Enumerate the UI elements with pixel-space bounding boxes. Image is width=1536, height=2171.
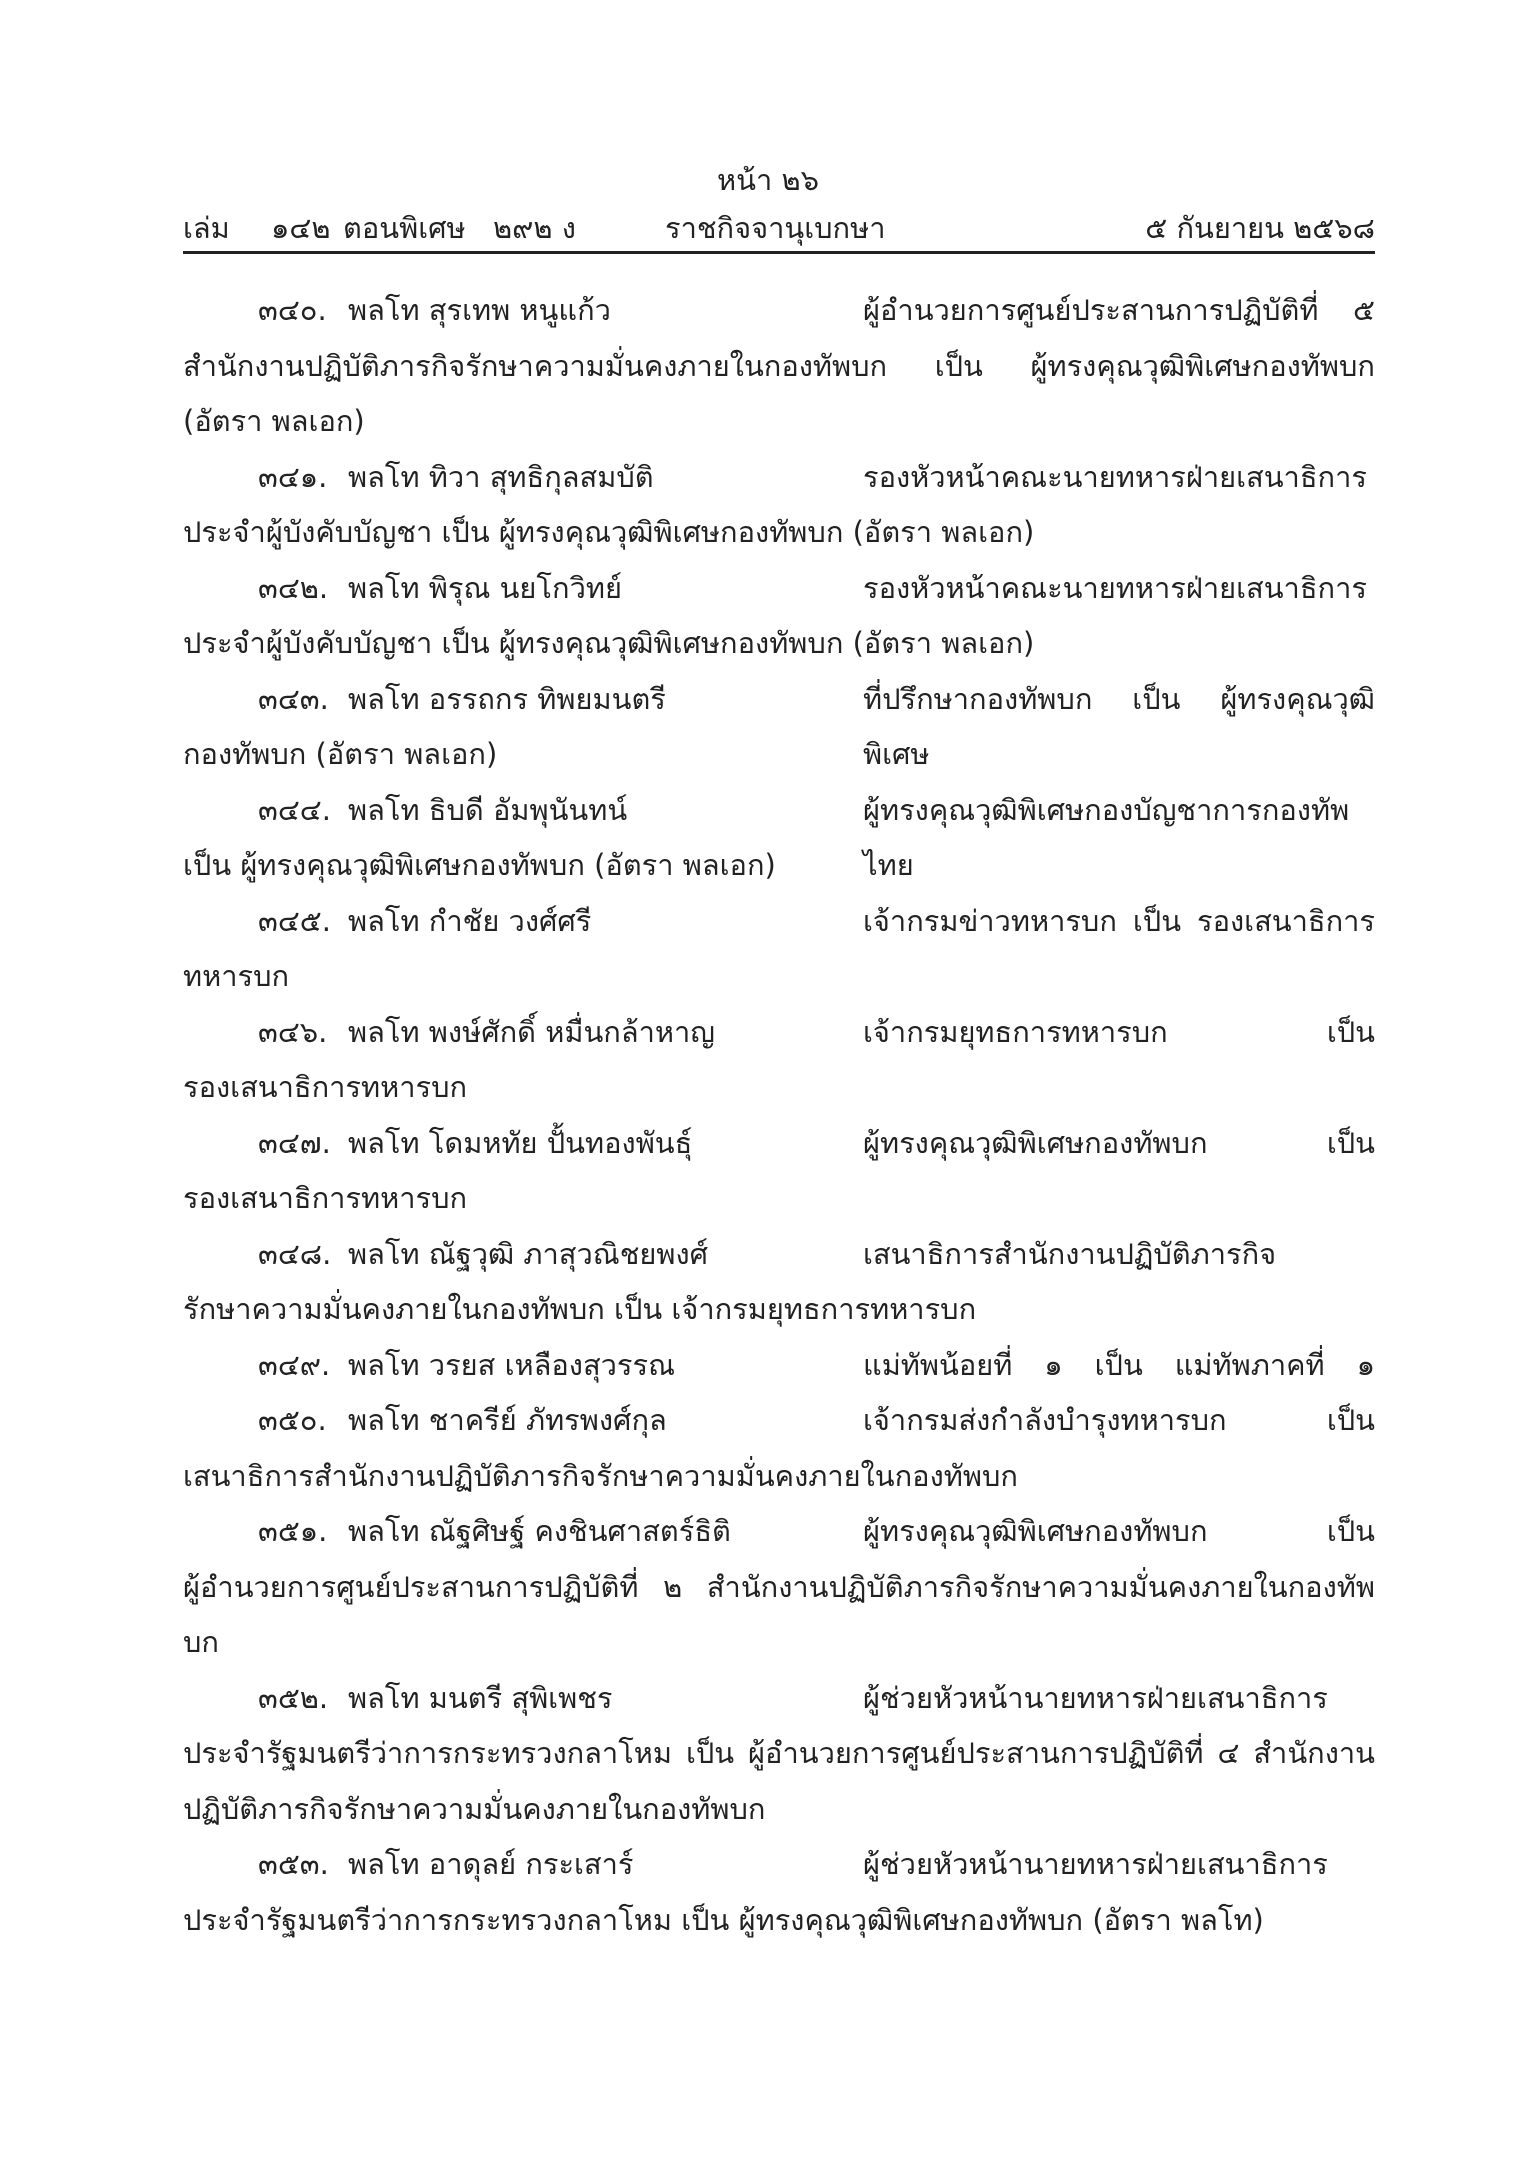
appointment-entry (183, 1393, 1375, 1504)
officer-name: พลโท กำชัย วงศ์ศรี (348, 903, 592, 938)
appointment-detail: ทหารบก (183, 959, 290, 993)
current-position: ผู้ทรงคุณวุฒิพิเศษกองทัพบก เป็น (863, 1514, 1375, 1548)
officer-name: พลโท โดมหทัย ปั้นทองพันธุ์ (348, 1125, 693, 1160)
section-number: ๒๙๒ ง (493, 211, 576, 245)
appointment-entry (183, 283, 1375, 450)
appointment-entry (183, 894, 1375, 1005)
appointment-entry (183, 1837, 1375, 1948)
appointment-entry (183, 1005, 1375, 1116)
appointment-detail: รองเสนาธิการทหารบก (183, 1070, 468, 1104)
entry-number: ๓๕๓. (258, 1847, 329, 1881)
header-divider (183, 251, 1375, 254)
current-position: เจ้ากรมข่าวทหารบก เป็น รองเสนาธิการ (863, 903, 1375, 938)
appointment-entry (183, 1338, 1375, 1394)
appointment-entry (183, 672, 1375, 783)
entry-number: ๓๔๒. (258, 570, 329, 605)
appointment-detail: ประจำผู้บังคับบัญชา เป็น ผู้ทรงคุณวุฒิพิเศษกองทัพบก (อัตรา พลเอก) (183, 515, 1035, 549)
current-position: รองหัวหน้าคณะนายทหารฝ่ายเสนาธิการ (863, 459, 1367, 494)
current-position: ผู้อำนวยการศูนย์ประสานการปฏิบัติที่ ๕ (863, 293, 1375, 327)
appointment-detail: ประจำรัฐมนตรีว่าการกระทรวงกลาโหม เป็น ผู้ทรงคุณวุฒิพิเศษกองทัพบก (อัตรา พลโท) (183, 1902, 1264, 1937)
entry-number: ๓๔๔. (258, 792, 331, 827)
appointment-detail: กองทัพบก (อัตรา พลเอก) (183, 737, 498, 771)
entry-number: ๓๔๙. (258, 1347, 331, 1382)
entry-number: ๓๕๐. (258, 1403, 327, 1437)
appointment-detail: เสนาธิการสำนักงานปฏิบัติภารกิจรักษาความมั่นคงภายในกองทัพบก (183, 1458, 1018, 1493)
current-position: เจ้ากรมยุทธการทหารบก เป็น (863, 1014, 1375, 1049)
entry-number: ๓๔๗. (258, 1125, 331, 1160)
officer-name: พลโท อาดุลย์ กระเสาร์ (348, 1847, 634, 1881)
appointment-entry (183, 1504, 1375, 1671)
publication-date: ๕ กันยายน ๒๕๖๘ (1145, 211, 1375, 245)
appointment-detail: ประจำรัฐมนตรีว่าการกระทรวงกลาโหม เป็น ผู้อำนวยการศูนย์ประสานการปฏิบัติที่ ๔ สำนักงานปฏิบัติภารกิจรักษาความมั่นคงภายในกองทัพบก (183, 1736, 1375, 1826)
current-position: ผู้ช่วยหัวหน้านายทหารฝ่ายเสนาธิการ (863, 1680, 1328, 1715)
appointment-detail: ประจำผู้บังคับบัญชา เป็น ผู้ทรงคุณวุฒิพิเศษกองทัพบก (อัตรา พลเอก) (183, 626, 1035, 660)
officer-name: พลโท วรยส เหลืองสุวรรณ (348, 1347, 675, 1382)
current-position: เจ้ากรมส่งกำลังบำรุงทหารบก เป็น (863, 1403, 1375, 1437)
officer-name: พลโท ธิบดี อัมพุนันทน์ (348, 792, 628, 827)
officer-name: พลโท มนตรี สุพิเพชร (348, 1680, 613, 1715)
appointment-list (183, 283, 1375, 1948)
current-position: ผู้ช่วยหัวหน้านายทหารฝ่ายเสนาธิการ (863, 1847, 1328, 1881)
current-position: ผู้ทรงคุณวุฒิพิเศษกองบัญชาการกองทัพไทย (863, 792, 1350, 882)
volume-label: เล่ม (183, 211, 230, 245)
appointment-entry (183, 783, 1375, 894)
gazette-header (183, 208, 1375, 248)
officer-name: พลโท พิรุณ นยโกวิทย์ (348, 570, 622, 605)
appointment-detail: รองเสนาธิการทหารบก (183, 1181, 468, 1215)
officer-name: พลโท ทิวา สุทธิกุลสมบัติ (348, 459, 654, 494)
appointment-entry (183, 561, 1375, 672)
current-position: แม่ทัพน้อยที่ ๑ เป็น แม่ทัพภาคที่ ๑ (863, 1347, 1375, 1382)
appointment-detail: สำนักงานปฏิบัติภารกิจรักษาความมั่นคงภายในกองทัพบก เป็น ผู้ทรงคุณวุฒิพิเศษกองทัพบก (อัตรา พลเอก) (183, 348, 1375, 438)
officer-name: พลโท ณัฐวุฒิ ภาสุวณิชยพงศ์ (348, 1236, 709, 1271)
gazette-title: ราชกิจจานุเบกษา (665, 211, 886, 245)
officer-name: พลโท อรรถกร ทิพยมนตรี (348, 681, 666, 716)
appointment-detail: ผู้อำนวยการศูนย์ประสานการปฏิบัติที่ ๒ สำนักงานปฏิบัติภารกิจรักษาความมั่นคงภายในกองทัพบก (183, 1569, 1375, 1659)
entry-number: ๓๔๐. (258, 293, 327, 327)
appointment-detail: เป็น ผู้ทรงคุณวุฒิพิเศษกองทัพบก (อัตรา พลเอก) (183, 848, 776, 882)
entry-number: ๓๔๕. (258, 903, 331, 938)
current-position: เสนาธิการสำนักงานปฏิบัติภารกิจ (863, 1236, 1277, 1271)
current-position: ที่ปรึกษากองทัพบก เป็น ผู้ทรงคุณวุฒิพิเศษ (863, 681, 1375, 771)
entry-number: ๓๕๑. (258, 1514, 328, 1548)
appointment-detail: รักษาความมั่นคงภายในกองทัพบก เป็น เจ้ากรมยุทธการทหารบก (183, 1292, 977, 1326)
appointment-entry (183, 1671, 1375, 1838)
entry-number: ๓๔๓. (258, 681, 329, 716)
appointment-entry (183, 1227, 1375, 1338)
officer-name: พลโท ชาครีย์ ภัทรพงศ์กุล (348, 1403, 667, 1437)
entry-number: ๓๕๒. (258, 1680, 329, 1715)
current-position: รองหัวหน้าคณะนายทหารฝ่ายเสนาธิการ (863, 570, 1367, 605)
entry-number: ๓๔๘. (258, 1236, 332, 1271)
appointment-entry (183, 450, 1375, 561)
officer-name: พลโท ณัฐศิษฐ์ คงชินศาสตร์ธิติ (348, 1514, 731, 1548)
current-position: ผู้ทรงคุณวุฒิพิเศษกองทัพบก เป็น (863, 1125, 1375, 1160)
officer-name: พลโท พงษ์ศักดิ์ หมื่นกล้าหาญ (348, 1014, 715, 1049)
section-label: ตอนพิเศษ (343, 211, 466, 245)
officer-name: พลโท สุรเทพ หนูแก้ว (348, 293, 611, 327)
appointment-entry (183, 1116, 1375, 1227)
entry-number: ๓๔๖. (258, 1014, 328, 1049)
page-number: หน้า ๒๖ (717, 163, 819, 197)
volume-number: ๑๔๒ (271, 211, 331, 245)
entry-number: ๓๔๑. (258, 459, 328, 494)
